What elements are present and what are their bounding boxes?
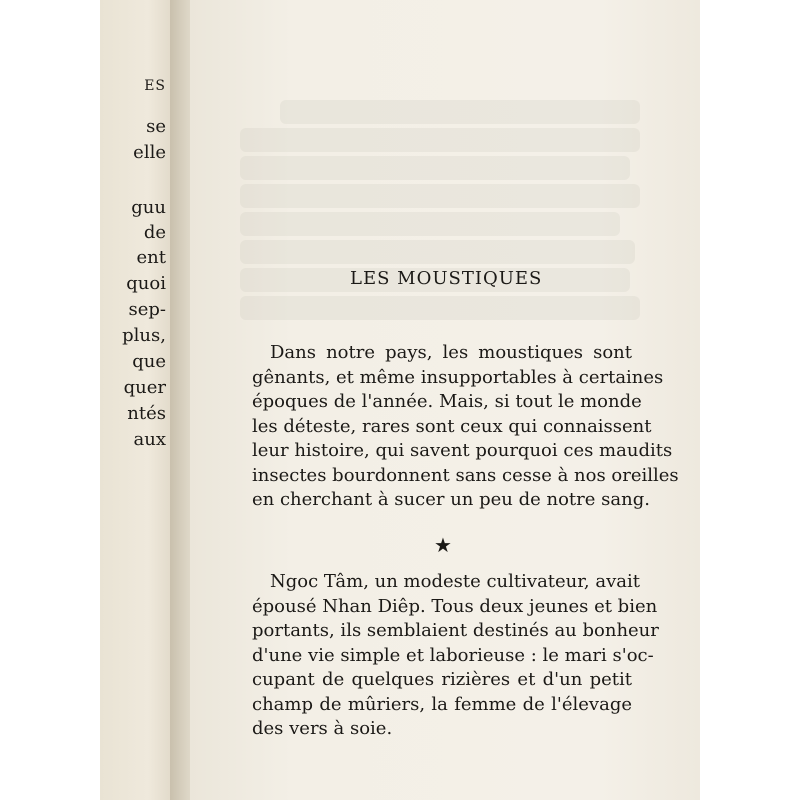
bleed-through-text — [240, 100, 660, 324]
text-line: leur histoire, qui savent pourquoi ces maudits — [252, 440, 673, 461]
left-page-line: de — [143, 222, 166, 243]
left-page-line: plus, — [122, 325, 166, 346]
chapter-title: LES MOUSTIQUES — [350, 268, 543, 289]
text-line: portants, ils semblaient destinés au bonheur — [252, 620, 659, 641]
left-page-line: ntés — [127, 403, 166, 424]
text-line: cupant de quelques rizières et d'un petit — [252, 669, 632, 690]
left-page-line: aux — [133, 429, 166, 450]
left-page-line: ent — [136, 247, 166, 268]
left-page-line: quer — [123, 377, 166, 398]
left-page — [100, 0, 180, 800]
left-page-line: elle — [133, 142, 166, 163]
left-page-line: quoi — [126, 273, 166, 294]
text-line: épousé Nhan Diêp. Tous deux jeunes et bien — [252, 595, 658, 617]
text-line: champ de mûriers, la femme de l'élevage — [252, 693, 632, 715]
left-page-header: ES — [144, 78, 166, 94]
text-line: Ngoc Tâm, un modeste cultivateur, avait — [270, 571, 640, 592]
text-line: en cherchant à sucer un peu de notre sang. — [252, 489, 650, 510]
left-page-line: sep- — [128, 299, 166, 320]
star-separator: ★ — [434, 533, 452, 557]
paragraph-intro — [252, 341, 679, 513]
paragraph-story — [252, 570, 659, 742]
text-line: insectes bourdonnent sans cesse à nos oreilles — [252, 464, 679, 486]
left-page-line: se — [146, 116, 166, 137]
left-page-line: guu — [131, 197, 166, 218]
text-line: les déteste, rares sont ceux qui connaissent — [252, 415, 652, 437]
text-line: d'une vie simple et laborieuse : le mari s'oc- — [252, 644, 654, 666]
text-line: des vers à soie. — [252, 718, 393, 739]
text-line: gênants, et même insupportables à certaines — [252, 366, 664, 388]
text-line: Dans notre pays, les moustiques sont — [270, 342, 632, 363]
text-line: époques de l'année. Mais, si tout le monde — [252, 391, 642, 412]
background-margin — [700, 0, 800, 800]
left-page-line: que — [132, 351, 166, 372]
